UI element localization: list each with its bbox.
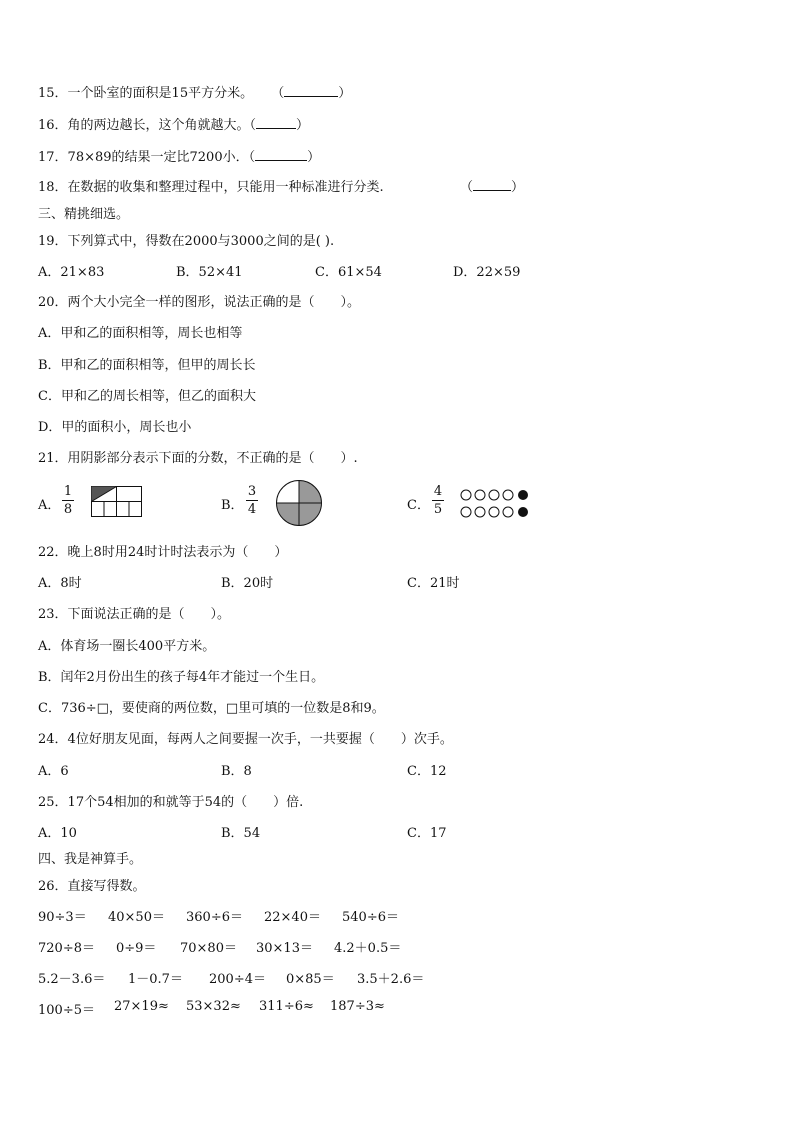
- paren-open: （: [271, 86, 285, 101]
- option-c-label[interactable]: C．: [407, 498, 430, 513]
- question-15: [38, 82, 351, 101]
- calc-item: 0×85＝: [286, 972, 335, 987]
- question-18: [38, 176, 384, 195]
- option-b-label[interactable]: B．: [221, 498, 244, 513]
- empty-dot: [489, 490, 499, 500]
- question-17-text: 17．78×89的结果一定比7200小．（: [38, 150, 256, 165]
- option-b[interactable]: B．闰年2月份出生的孩子每4年才能过一个生日。: [38, 670, 325, 685]
- filled-dot: [518, 507, 528, 517]
- calc-item: 311÷6≈: [259, 999, 314, 1014]
- question-16-text: 16．角的两边越长，这个角就越大。（: [38, 118, 257, 133]
- calc-item: 90÷3＝: [38, 910, 87, 925]
- option-a[interactable]: A．6: [38, 764, 69, 779]
- question-21-text: 21．用阴影部分表示下面的分数，不正确的是（ ）.: [38, 451, 358, 466]
- numerator: 3: [247, 484, 257, 499]
- calc-item: 540÷6＝: [342, 910, 399, 925]
- paren-close: ）: [307, 150, 321, 165]
- option-b[interactable]: B．甲和乙的面积相等，但甲的周长长: [38, 358, 256, 373]
- option-a[interactable]: A．21×83: [38, 265, 105, 280]
- option-a-label[interactable]: A．: [38, 498, 61, 513]
- calc-item: 22×40＝: [264, 910, 321, 925]
- empty-dot: [461, 490, 471, 500]
- option-a[interactable]: A．8时: [38, 576, 82, 591]
- option-b[interactable]: B．54: [221, 826, 261, 841]
- calc-item: 720÷8＝: [38, 941, 95, 956]
- circle-figure: [275, 479, 323, 527]
- option-a[interactable]: A．甲和乙的面积相等，周长也相等: [38, 326, 243, 341]
- fraction-one-eighth: [62, 484, 74, 517]
- calc-item: 40×50＝: [108, 910, 165, 925]
- denominator: 4: [247, 502, 257, 517]
- section-heading: 三、精挑细选。: [38, 207, 130, 222]
- question-17: [38, 146, 320, 165]
- calc-item: 100÷5＝: [38, 1003, 95, 1018]
- answer-blank[interactable]: [284, 84, 338, 97]
- filled-dot: [518, 490, 528, 500]
- question-26-text: 26．直接写得数。: [38, 879, 146, 894]
- question-16: [38, 114, 309, 133]
- question-25-text: 25．17个54相加的和就等于54的（ ）倍.: [38, 795, 304, 810]
- section-heading: 四、我是神算手。: [38, 852, 143, 867]
- numerator: 1: [63, 484, 73, 499]
- question-23-text: 23．下面说法正确的是（ ）。: [38, 607, 231, 622]
- empty-dot: [503, 490, 513, 500]
- question-15-text: 15．一个卧室的面积是15平方分米。: [38, 86, 254, 101]
- fraction-three-quarters: [246, 484, 258, 517]
- calc-item: 53×32≈: [186, 999, 241, 1014]
- option-d[interactable]: D．甲的面积小，周长也小: [38, 420, 192, 435]
- empty-dot: [461, 507, 471, 517]
- calc-item: 1－0.7＝: [128, 972, 183, 987]
- option-b[interactable]: B．8: [221, 764, 252, 779]
- empty-dot: [489, 507, 499, 517]
- question-19-text: 19．下列算式中，得数在2000与3000之间的是( ).: [38, 234, 335, 249]
- option-c[interactable]: C．甲和乙的周长相等，但乙的面积大: [38, 389, 256, 404]
- option-b[interactable]: B．20时: [221, 576, 274, 591]
- numerator: 4: [433, 484, 443, 499]
- option-c[interactable]: C．61×54: [315, 265, 382, 280]
- calc-item: 30×13＝: [256, 941, 313, 956]
- grid-figure: [91, 486, 143, 518]
- fraction-four-fifths: [432, 484, 444, 517]
- answer-blank[interactable]: [256, 116, 296, 129]
- paren-open: （: [460, 180, 474, 195]
- fraction-bar: [246, 500, 258, 501]
- question-18-answer: [460, 176, 524, 195]
- answer-blank[interactable]: [473, 178, 511, 191]
- option-b[interactable]: B．52×41: [176, 265, 243, 280]
- paren-close: ）: [296, 118, 310, 133]
- calc-item: 70×80＝: [180, 941, 237, 956]
- paren-close: ）: [338, 86, 352, 101]
- calc-item: 0÷9＝: [116, 941, 157, 956]
- question-18-text: 18．在数据的收集和整理过程中，只能用一种标准进行分类.: [38, 180, 384, 195]
- option-a[interactable]: A．10: [38, 826, 77, 841]
- calc-item: 5.2－3.6＝: [38, 972, 106, 987]
- option-c[interactable]: C．21时: [407, 576, 460, 591]
- denominator: 5: [433, 502, 443, 517]
- fraction-bar: [62, 500, 74, 501]
- calc-item: 27×19≈: [114, 999, 169, 1014]
- option-c[interactable]: C．17: [407, 826, 447, 841]
- question-20-text: 20．两个大小完全一样的图形，说法正确的是（ ）。: [38, 295, 361, 310]
- denominator: 8: [63, 502, 73, 517]
- dots-figure: [458, 487, 536, 523]
- calc-item: 200÷4＝: [209, 972, 266, 987]
- calc-item: 360÷6＝: [186, 910, 243, 925]
- option-a[interactable]: A．体育场一圈长400平方米。: [38, 639, 216, 654]
- question-24-text: 24．4位好朋友见面，每两人之间要握一次手，一共要握（ ）次手。: [38, 732, 453, 747]
- empty-dot: [503, 507, 513, 517]
- calc-item: 3.5＋2.6＝: [357, 972, 425, 987]
- empty-dot: [475, 490, 485, 500]
- option-c[interactable]: C．12: [407, 764, 447, 779]
- calc-item: 4.2＋0.5＝: [334, 941, 402, 956]
- answer-blank[interactable]: [255, 148, 307, 161]
- option-d[interactable]: D．22×59: [453, 265, 521, 280]
- question-22-text: 22．晚上8时用24时计时法表示为（ ）: [38, 545, 288, 560]
- option-c[interactable]: C．736÷□，要使商的两位数，□里可填的一位数是8和9。: [38, 701, 385, 716]
- calc-item: 187÷3≈: [330, 999, 385, 1014]
- paren-close: ）: [511, 180, 525, 195]
- empty-dot: [475, 507, 485, 517]
- fraction-bar: [432, 500, 444, 501]
